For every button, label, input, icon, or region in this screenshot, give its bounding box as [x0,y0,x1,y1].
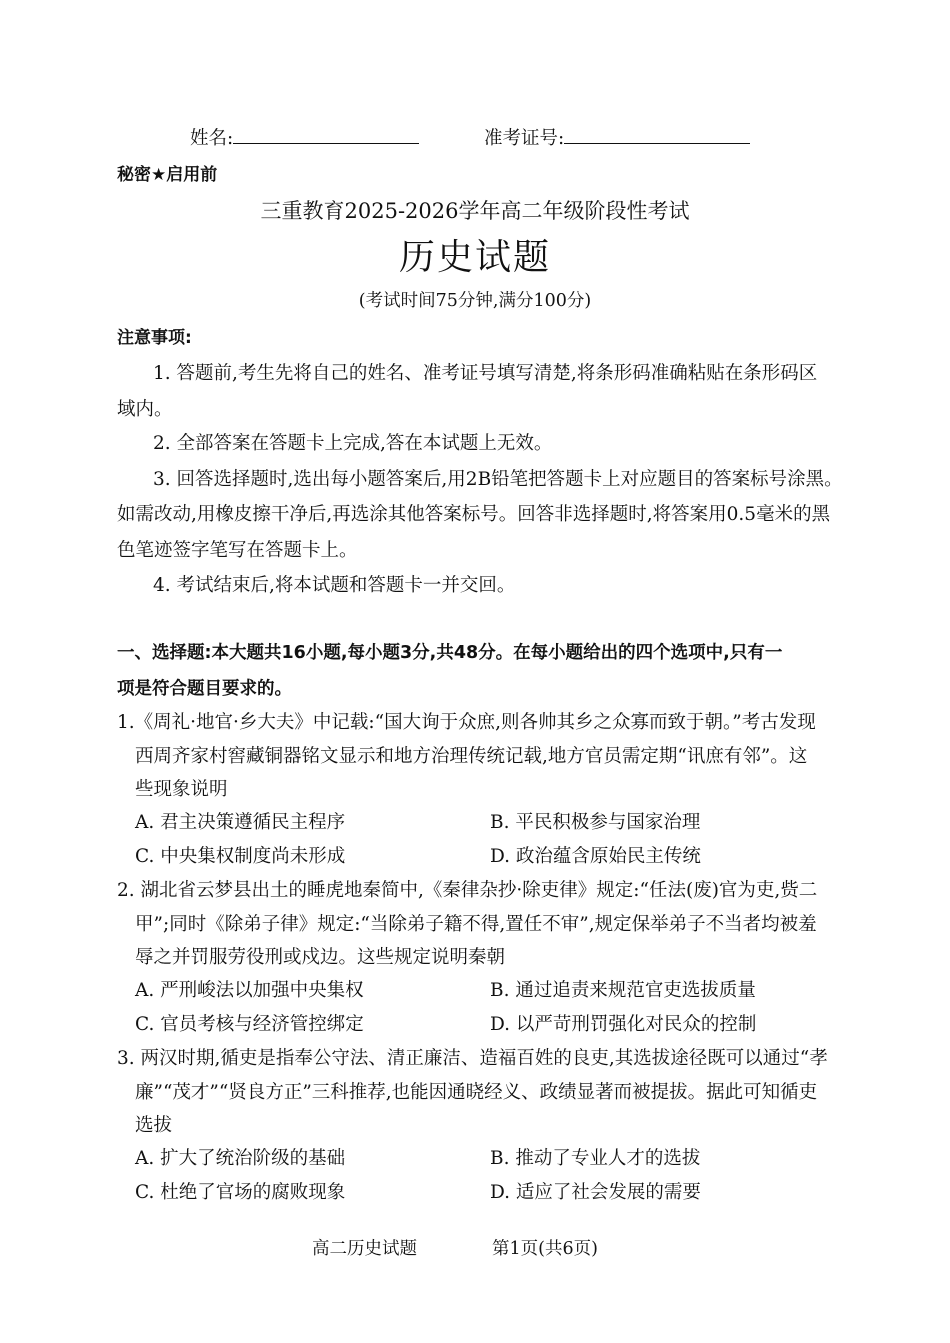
note-line: 域内。 [117,399,173,420]
name-blank [233,143,419,144]
question-2-stem: 辱之并罚服劳役刑或戍边。这些规定说明秦朝 [135,947,506,968]
question-3-stem: 3. 两汉时期,循吏是指奉公守法、清正廉洁、造福百姓的良吏,其选拔途径既可以通过“孝 [117,1048,828,1069]
note-line: 3. 回答选择题时,选出每小题答案后,用2B铅笔把答题卡上对应题目的答案标号涂黑。 [153,469,843,490]
question-1-stem: 些现象说明 [135,779,228,800]
notes-heading: 注意事项: [117,328,192,348]
question-2-option-d: D. 以严苛刑罚强化对民众的控制 [490,1014,757,1035]
note-line: 2. 全部答案在答题卡上完成,答在本试题上无效。 [153,433,553,454]
question-2-option-a: A. 严刑峻法以加强中央集权 [135,980,364,1001]
section-heading-line2: 项是符合题目要求的。 [117,679,292,699]
org-title: 三重教育2025-2026学年高二年级阶段性考试 [260,199,690,223]
footer-page-number: 第1页(共6页) [492,1239,598,1259]
question-3-option-a: A. 扩大了统治阶级的基础 [135,1148,346,1169]
name-label: 姓名: [190,128,234,149]
exam-id-field-row [484,124,750,150]
note-line: 1. 答题前,考生先将自己的姓名、准考证号填写清楚,将条形码准确粘贴在条形码区 [153,363,818,384]
exam-id-blank [564,143,750,144]
note-line: 如需改动,用橡皮擦干净后,再选涂其他答案标号。回答非选择题时,将答案用0.5毫米的黑 [117,504,831,525]
question-3-stem: 廉”“茂才”“贤良方正”三科推荐,也能因通晓经义、政绩显著而被提拔。据此可知循吏 [135,1082,818,1103]
question-2-stem: 甲”;同时《除弟子律》规定:“当除弟子籍不得,置任不审”,规定保举弟子不当者均被羞 [135,914,817,935]
question-2-stem: 2. 湖北省云梦县出土的睡虎地秦简中,《秦律杂抄·除吏律》规定:“任法(废)官为吏,赀二 [117,880,818,901]
question-1-option-a: A. 君主决策遵循民主程序 [135,812,346,833]
exam-info: (考试时间75分钟,满分100分) [358,291,592,311]
question-3-option-b: B. 推动了专业人才的选拔 [490,1148,701,1169]
question-1-stem: 西周齐家村窖藏铜器铭文显示和地方治理传统记载,地方官员需定期“讯庶有邻”。这 [135,746,808,767]
question-2-option-b: B. 通过追责来规范官吏选拔质量 [490,980,756,1001]
question-3-option-d: D. 适应了社会发展的需要 [490,1182,701,1203]
question-1-option-b: B. 平民积极参与国家治理 [490,812,701,833]
question-1-stem: 1.《周礼·地官·乡大夫》中记载:“国大询于众庶,则各帅其乡之众寡而致于朝。”考古发现 [117,712,816,733]
question-3-stem: 选拔 [135,1115,173,1136]
note-line: 色笔迹签字笔写在答题卡上。 [117,540,358,561]
name-field-row [190,124,419,150]
secret-label: 秘密★启用前 [117,165,218,185]
exam-id-label: 准考证号: [484,128,565,149]
page-title: 历史试题 [398,237,551,278]
note-line: 4. 考试结束后,将本试题和答题卡一并交回。 [153,575,516,596]
question-3-option-c: C. 杜绝了官场的腐败现象 [135,1182,346,1203]
question-2-option-c: C. 官员考核与经济管控绑定 [135,1014,364,1035]
footer-subject: 高二历史试题 [312,1239,417,1259]
section-heading-line1: 一、选择题:本大题共16小题,每小题3分,共48分。在每小题给出的四个选项中,只有一 [117,643,783,663]
question-1-option-c: C. 中央集权制度尚未形成 [135,846,346,867]
question-1-option-d: D. 政治蕴含原始民主传统 [490,846,701,867]
